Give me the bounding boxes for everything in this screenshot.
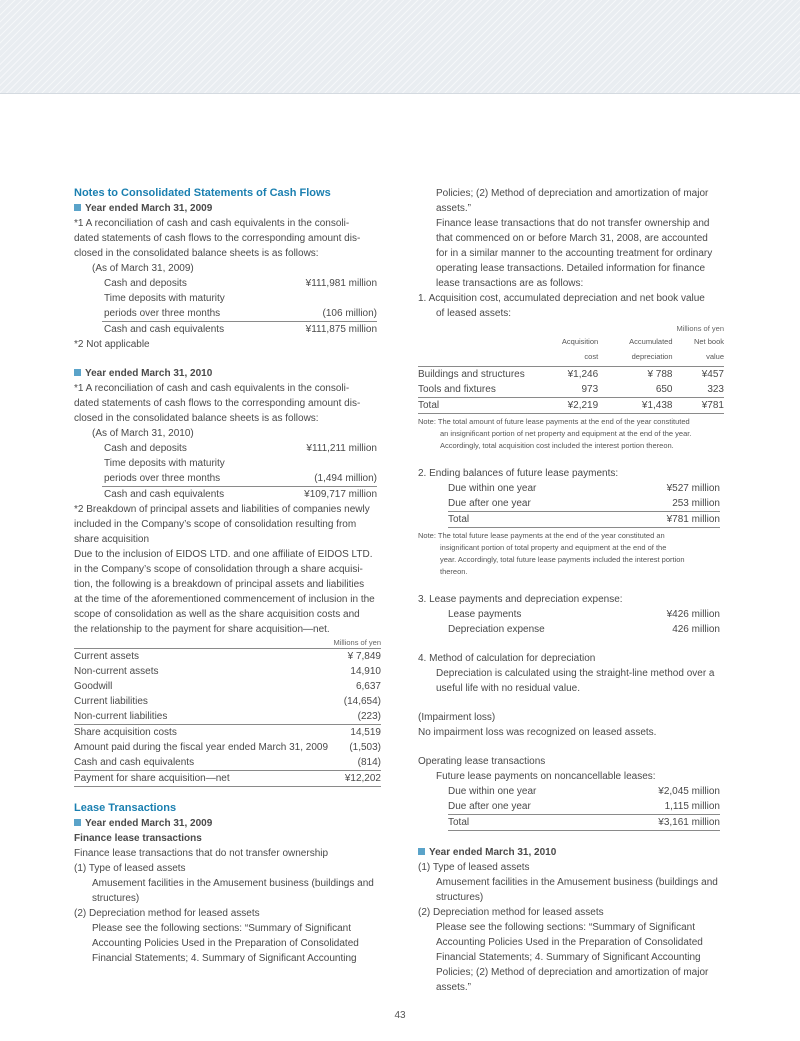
text-line: Finance lease transactions that do not transfer ownership and — [436, 218, 710, 229]
text-line: assets.” — [436, 982, 472, 993]
text-line: of leased assets: — [436, 308, 512, 319]
table-row: Share acquisition costs 14,519 — [74, 727, 381, 738]
text-line: share acquisition — [74, 534, 150, 545]
text-line: dated statements of cash flows to the corresponding amount dis- — [74, 398, 361, 409]
text-line: Due to the inclusion of EIDOS LTD. and one affiliate of EIDOS LTD. — [74, 549, 373, 560]
unit-label: Millions of yen — [74, 637, 381, 649]
table-row: Non-current liabilities (223) — [74, 709, 381, 725]
table-row: Due within one year ¥527 million — [448, 483, 720, 494]
text-line: 4. Method of calculation for depreciation — [418, 653, 596, 664]
table-row: Current assets ¥ 7,849 — [74, 651, 381, 662]
table-row: Due within one year ¥2,045 million — [448, 786, 720, 797]
text-line: No impairment loss was recognized on leased assets. — [418, 727, 657, 738]
text-line: Finance lease transactions that do not transfer ownership — [74, 848, 329, 859]
text-line: dated statements of cash flows to the corresponding amount dis- — [74, 233, 361, 244]
operating-lease-payments — [418, 784, 724, 831]
square-bullet-icon — [418, 848, 425, 855]
table-row: Lease payments ¥426 million — [448, 609, 720, 620]
text-line: Depreciation is calculated using the straight-line method over a — [436, 668, 715, 679]
text-line: Operating lease transactions — [418, 756, 546, 767]
table-row: Cash and deposits ¥111,211 million — [104, 443, 377, 454]
table-row: periods over three months (1,494 million) — [102, 471, 377, 487]
acquisition-table — [74, 649, 381, 787]
leased-assets-note: Note: The total amount of future lease payments at the end of the year constituted an insignificant portion of net property and equipment at the end of the year. Accordingly, total acquisition cost included the interest portion thereon. — [418, 417, 692, 450]
table-row: periods over three months (106 million) — [102, 306, 377, 322]
table-row: Due after one year 1,115 million — [448, 799, 720, 815]
reconciliation-2009 — [74, 276, 381, 337]
unit-label: Millions of yen — [676, 324, 724, 333]
table-row: Cash and cash equivalents ¥111,875 million — [104, 324, 377, 335]
text-line: (Impairment loss) — [418, 712, 496, 723]
text-line: Policies; (2) Method of depreciation and amortization of major — [436, 188, 709, 199]
text-line: for in a similar manner to the accounting treatment for ordinary — [436, 248, 713, 259]
future-lease-payments — [418, 481, 724, 528]
text-line: useful life with no residual value. — [436, 683, 580, 694]
text-line: *2 Breakdown of principal assets and liabilities of companies newly — [74, 504, 370, 515]
table-row: Cash and cash equivalents ¥109,717 million — [104, 489, 377, 500]
text-line: (1) Type of leased assets — [74, 863, 186, 874]
text-line: in the Company’s scope of consolidation through a share acquisi- — [74, 564, 363, 575]
text-line: Future lease payments on noncancellable leases: — [436, 771, 656, 782]
table-row: Depreciation expense 426 million — [448, 624, 720, 635]
text-line: structures) — [436, 892, 484, 903]
as-of-date: (As of March 31, 2010) — [92, 428, 194, 439]
text-line: Policies; (2) Method of depreciation and amortization of major — [436, 967, 709, 978]
left-column — [74, 186, 381, 966]
as-of-date: (As of March 31, 2009) — [92, 263, 194, 274]
text-line: included in the Company’s scope of consolidation resulting from — [74, 519, 357, 530]
table-row: Buildings and structures ¥1,246 ¥ 788 ¥457 — [418, 369, 724, 380]
square-bullet-icon — [74, 369, 81, 376]
square-bullet-icon — [74, 819, 81, 826]
table-row: Goodwill 6,637 — [74, 681, 381, 692]
text-line: closed in the consolidated balance sheets is as follows: — [74, 413, 319, 424]
table-row: Current liabilities (14,654) — [74, 696, 381, 707]
table-row: Payment for share acquisition—net ¥12,202 — [74, 771, 381, 787]
text-line: (2) Depreciation method for leased assets — [74, 908, 260, 919]
text-line: (1) Type of leased assets — [418, 862, 530, 873]
text-line: *1 A reconciliation of cash and cash equivalents in the consoli- — [74, 383, 350, 394]
cash-flows-notes-title: Notes to Consolidated Statements of Cash Flows — [74, 187, 331, 199]
table-row: Cash and deposits ¥111,981 million — [104, 278, 377, 289]
year-2010-heading: Year ended March 31, 2010 — [74, 366, 381, 381]
text-line: structures) — [92, 893, 140, 904]
text-line: Financial Statements; 4. Summary of Significant Accounting — [92, 953, 357, 964]
text-line: that commenced on or before March 31, 2008, are accounted — [436, 233, 708, 244]
text-line: the relationship to the payment for share acquisition—net. — [74, 624, 330, 635]
table-header-row: Acquisition cost Accumulated depreciation Net book value — [418, 334, 724, 367]
text-line: Please see the following sections: “Summary of Significant — [436, 922, 696, 933]
table-row: Cash and cash equivalents (814) — [74, 755, 381, 771]
text-line: closed in the consolidated balance sheets is as follows: — [74, 248, 319, 259]
text-line: *1 A reconciliation of cash and cash equivalents in the consoli- — [74, 218, 350, 229]
text-line: (2) Depreciation method for leased assets — [418, 907, 604, 918]
finance-lease-subheading: Finance lease transactions — [74, 833, 202, 844]
text-line: 3. Lease payments and depreciation expense: — [418, 594, 623, 605]
table-row: Amount paid during the fiscal year ended March 31, 2009 (1,503) — [74, 742, 381, 753]
header-band — [0, 0, 800, 94]
table-row: Non-current assets 14,910 — [74, 666, 381, 677]
text-line: Accounting Policies Used in the Preparation of Consolidated — [92, 938, 359, 949]
text-line: tion, the following is a breakdown of principal assets and liabilities — [74, 579, 365, 590]
text-line: at the time of the aforementioned commencement of inclusion in the — [74, 594, 375, 605]
reconciliation-2010 — [74, 441, 381, 502]
text-line: Amusement facilities in the Amusement business (buildings and — [92, 878, 374, 889]
lease-year-2009-heading: Year ended March 31, 2009 — [74, 816, 381, 831]
page-number: 43 — [394, 1010, 406, 1021]
text-line: operating lease transactions. Detailed information for finance — [436, 263, 706, 274]
text-line: 1. Acquisition cost, accumulated depreciation and net book value — [418, 293, 705, 304]
text-line: scope of consolidation as well as the share acquisition costs and — [74, 609, 360, 620]
text-line: lease transactions are as follows: — [436, 278, 584, 289]
text-line: Amusement facilities in the Amusement business (buildings and — [436, 877, 718, 888]
text-line: Financial Statements; 4. Summary of Significant Accounting — [436, 952, 701, 963]
square-bullet-icon — [74, 204, 81, 211]
year-2009-heading: Year ended March 31, 2009 — [74, 201, 381, 216]
text-line: Time deposits with maturity — [104, 293, 225, 304]
text-line: Accounting Policies Used in the Preparation of Consolidated — [436, 937, 703, 948]
table-row: Total ¥781 million — [448, 512, 720, 528]
text-line: Please see the following sections: “Summary of Significant — [92, 923, 352, 934]
table-row: Total ¥3,161 million — [448, 815, 720, 831]
leased-assets-table — [418, 334, 724, 414]
table-row: Total ¥2,219 ¥1,438 ¥781 — [418, 398, 724, 414]
future-payments-note: Note: The total future lease payments at the end of the year constituted an insignificant portion of total property and equipment at the end of the year. Accordingly, total future lease payments included the interest portion thereon. — [418, 531, 685, 576]
table-row: Due after one year 253 million — [448, 496, 720, 512]
text-line: 2. Ending balances of future lease payments: — [418, 468, 619, 479]
lease-year-2010-heading: Year ended March 31, 2010 — [418, 845, 724, 860]
text-line: assets.” — [436, 203, 472, 214]
table-row: Tools and fixtures 973 650 323 — [418, 382, 724, 398]
lease-transactions-title: Lease Transactions — [74, 802, 177, 814]
text-line: Time deposits with maturity — [104, 458, 225, 469]
lease-payments — [418, 607, 724, 637]
right-column — [418, 186, 724, 995]
text-line: *2 Not applicable — [74, 339, 150, 350]
